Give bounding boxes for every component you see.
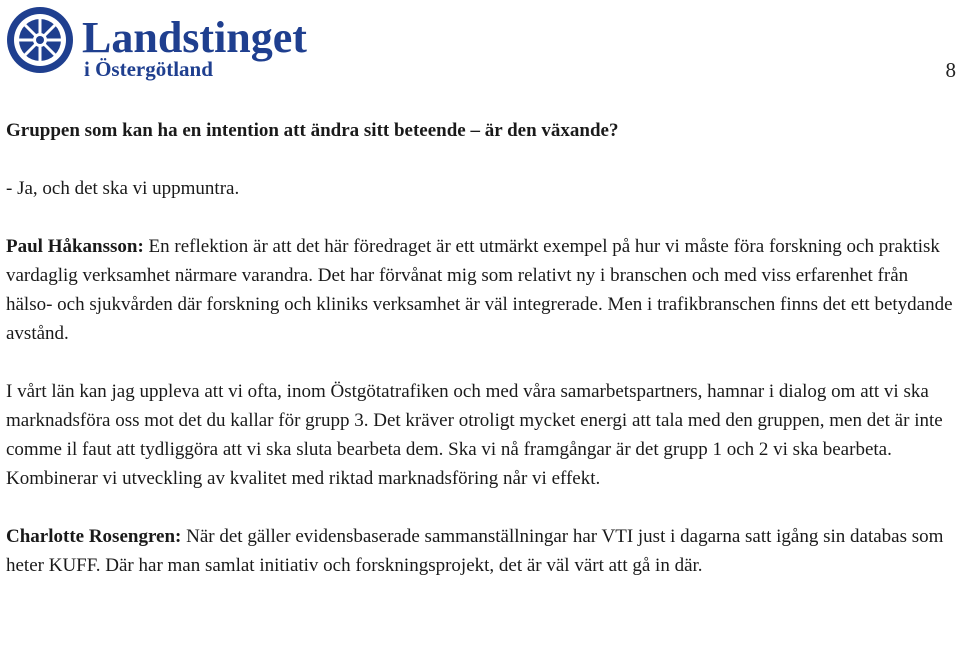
paragraph-region: I vårt län kan jag uppleva att vi ofta, inom Östgötatrafiken och med våra samarbetspartners, hamnar i dialog om att vi ska marknadsföra oss mot det du kallar för grupp 3. Det kräver otroligt mycket energi att tala med den gruppen, men det är inte comme il faut att tydliggöra att vi ska sluta bearbeta dem. Ska vi nå framgångar är det grupp 1 och 2 vi ska bearbeta. Kombinerar vi utveckling av kvalitet med riktad marknadsföring når vi effekt. [6,381,943,489]
speaker-name: Paul Håkansson: [6,236,144,257]
page-number: 8 [945,58,956,82]
logo-emblem-icon [7,7,73,73]
document-body [6,116,956,580]
logo-graphic [4,2,324,82]
logo-subtext: i Östergötland [84,57,213,81]
question-heading: Gruppen som kan ha en intention att ändra sitt beteende – är den växande? [6,120,619,141]
paragraph-paul [6,232,956,348]
paragraph-charlotte [6,522,956,580]
paragraph-text: En reflektion är att det här föredraget är ett utmärkt exempel på hur vi måste föra forskning och praktisk vardaglig verksamhet närmare varandra. Det har förvånat mig som relativt ny i branschen och med viss erfarenhet från hälso- och sjukvården där forskning och kliniks verksamhet är väl integrerade. Men i trafikbranschen finns det ett betydande avstånd. [6,236,953,344]
logo-wordmark: Landstinget [82,13,307,62]
reply-line: - Ja, och det ska vi uppmuntra. [6,178,240,199]
landstinget-logo [4,2,324,82]
paragraph-text: När det gäller evidensbaserade sammanställningar har VTI just i dagarna satt igång sin databas som heter KUFF. Där har man samlat initiativ och forskningsprojekt, det är väl värt att gå in där. [6,526,944,576]
speaker-name: Charlotte Rosengren: [6,526,182,547]
